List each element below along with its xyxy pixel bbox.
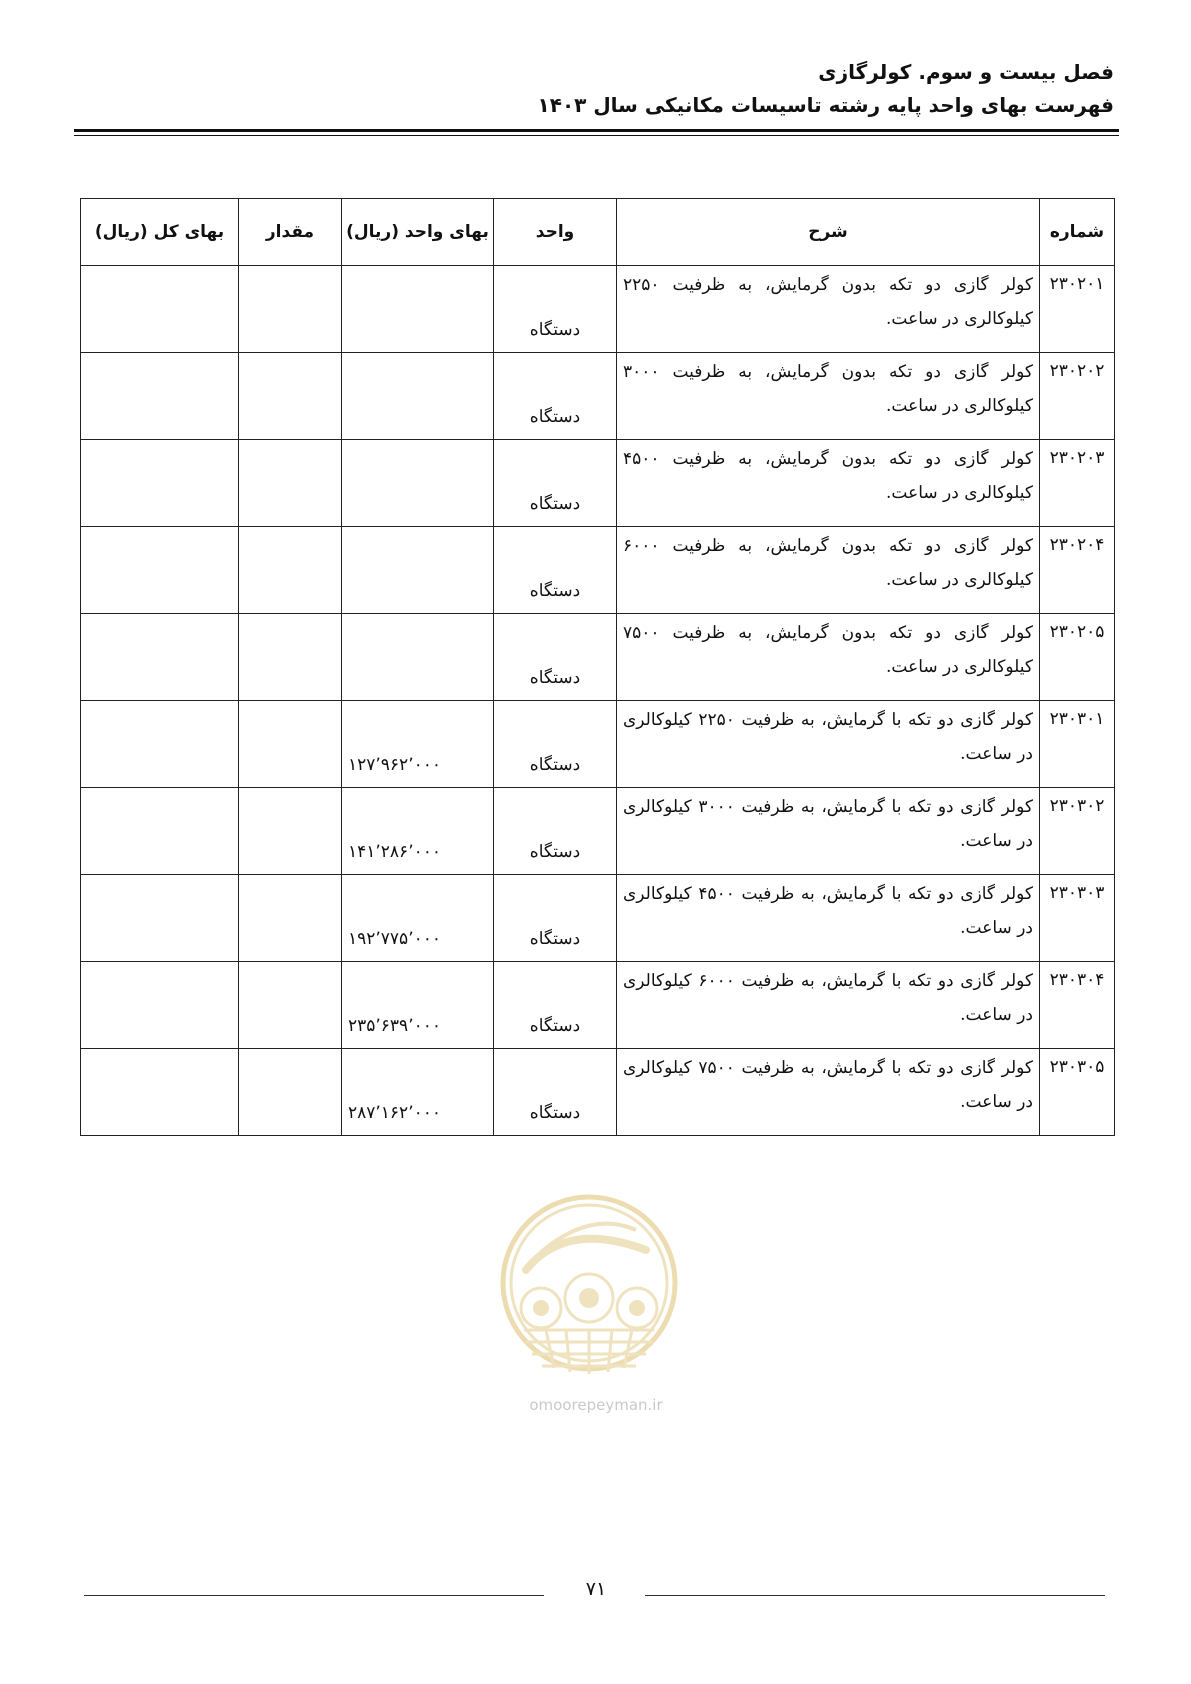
footer-rule-left: [84, 1595, 544, 1596]
item-quantity: [239, 527, 342, 614]
table-row: [81, 353, 1115, 440]
item-description: کولر گازی دو تکه بدون گرمایش، به ظرفیت ۷۵۰۰ کیلوکالری در ساعت.: [617, 614, 1040, 701]
item-total-price: [81, 266, 239, 353]
table-row: [81, 527, 1115, 614]
item-quantity: [239, 788, 342, 875]
price-table: [80, 198, 1115, 1136]
price-list-title: فهرست بهای واحد پایه رشته تاسیسات مکانیکی سال ۱۴۰۳: [537, 93, 1114, 117]
watermark-seal-logo: [496, 1190, 682, 1390]
table-header-row: [81, 199, 1115, 266]
table-row: [81, 701, 1115, 788]
header-rule-thin: [74, 135, 1119, 136]
item-code: ۲۳۰۲۰۳: [1040, 440, 1115, 527]
item-unit-price: [342, 353, 494, 440]
item-quantity: [239, 701, 342, 788]
item-unit-price: [342, 440, 494, 527]
item-unit: دستگاه: [494, 353, 617, 440]
item-unit-price: [342, 527, 494, 614]
table-row: [81, 614, 1115, 701]
item-total-price: [81, 1049, 239, 1136]
header-rule-thick: [74, 129, 1119, 132]
item-code: ۲۳۰۲۰۱: [1040, 266, 1115, 353]
table-row: [81, 1049, 1115, 1136]
page-header: [538, 58, 1114, 120]
header-code: شماره: [1040, 199, 1115, 266]
item-unit: دستگاه: [494, 701, 617, 788]
item-code: ۲۳۰۲۰۲: [1040, 353, 1115, 440]
item-unit: دستگاه: [494, 614, 617, 701]
item-description: کولر گازی دو تکه بدون گرمایش، به ظرفیت ۲۲۵۰ کیلوکالری در ساعت.: [617, 266, 1040, 353]
header-total-price: بهای کل (ریال): [81, 199, 239, 266]
item-unit-price: [342, 614, 494, 701]
item-unit-price: ۲۸۷٬۱۶۲٬۰۰۰: [342, 1049, 494, 1136]
item-unit-price: ۱۴۱٬۲۸۶٬۰۰۰: [342, 788, 494, 875]
page-number: ۷۱: [585, 1578, 607, 1600]
header-unit: واحد: [494, 199, 617, 266]
item-total-price: [81, 527, 239, 614]
item-unit: دستگاه: [494, 962, 617, 1049]
item-unit: دستگاه: [494, 788, 617, 875]
table-row: [81, 962, 1115, 1049]
item-unit: دستگاه: [494, 266, 617, 353]
item-total-price: [81, 788, 239, 875]
item-total-price: [81, 614, 239, 701]
item-total-price: [81, 701, 239, 788]
item-quantity: [239, 440, 342, 527]
item-quantity: [239, 962, 342, 1049]
footer-rule-right: [645, 1595, 1105, 1596]
item-unit: دستگاه: [494, 875, 617, 962]
item-quantity: [239, 875, 342, 962]
item-description: کولر گازی دو تکه با گرمایش، به ظرفیت ۴۵۰۰ کیلوکالری در ساعت.: [617, 875, 1040, 962]
item-code: ۲۳۰۲۰۵: [1040, 614, 1115, 701]
item-description: کولر گازی دو تکه بدون گرمایش، به ظرفیت ۶۰۰۰ کیلوکالری در ساعت.: [617, 527, 1040, 614]
header-description: شرح: [617, 199, 1040, 266]
table-row: [81, 440, 1115, 527]
item-code: ۲۳۰۳۰۲: [1040, 788, 1115, 875]
item-quantity: [239, 1049, 342, 1136]
item-code: ۲۳۰۳۰۱: [1040, 701, 1115, 788]
table-row: [81, 788, 1115, 875]
header-unit-price: بهای واحد (ریال): [342, 199, 494, 266]
item-unit: دستگاه: [494, 1049, 617, 1136]
item-unit-price: [342, 266, 494, 353]
item-description: کولر گازی دو تکه با گرمایش، به ظرفیت ۷۵۰۰ کیلوکالری در ساعت.: [617, 1049, 1040, 1136]
item-total-price: [81, 353, 239, 440]
item-description: کولر گازی دو تکه با گرمایش، به ظرفیت ۶۰۰۰ کیلوکالری در ساعت.: [617, 962, 1040, 1049]
item-code: ۲۳۰۲۰۴: [1040, 527, 1115, 614]
chapter-title: فصل بیست و سوم. کولرگازی: [818, 60, 1114, 84]
item-unit: دستگاه: [494, 527, 617, 614]
item-quantity: [239, 353, 342, 440]
table-row: [81, 266, 1115, 353]
item-unit-price: ۱۹۲٬۷۷۵٬۰۰۰: [342, 875, 494, 962]
item-description: کولر گازی دو تکه با گرمایش، به ظرفیت ۲۲۵۰ کیلوکالری در ساعت.: [617, 701, 1040, 788]
watermark-site: omoorepeyman.ir: [529, 1396, 663, 1414]
header-quantity: مقدار: [239, 199, 342, 266]
item-quantity: [239, 614, 342, 701]
item-code: ۲۳۰۳۰۴: [1040, 962, 1115, 1049]
item-description: کولر گازی دو تکه با گرمایش، به ظرفیت ۳۰۰۰ کیلوکالری در ساعت.: [617, 788, 1040, 875]
item-description: کولر گازی دو تکه بدون گرمایش، به ظرفیت ۳۰۰۰ کیلوکالری در ساعت.: [617, 353, 1040, 440]
table-row: [81, 875, 1115, 962]
item-unit: دستگاه: [494, 440, 617, 527]
item-code: ۲۳۰۳۰۳: [1040, 875, 1115, 962]
item-total-price: [81, 440, 239, 527]
item-total-price: [81, 875, 239, 962]
item-quantity: [239, 266, 342, 353]
item-unit-price: ۲۳۵٬۶۳۹٬۰۰۰: [342, 962, 494, 1049]
item-code: ۲۳۰۳۰۵: [1040, 1049, 1115, 1136]
item-description: کولر گازی دو تکه بدون گرمایش، به ظرفیت ۴۵۰۰ کیلوکالری در ساعت.: [617, 440, 1040, 527]
item-total-price: [81, 962, 239, 1049]
item-unit-price: ۱۲۷٬۹۶۲٬۰۰۰: [342, 701, 494, 788]
